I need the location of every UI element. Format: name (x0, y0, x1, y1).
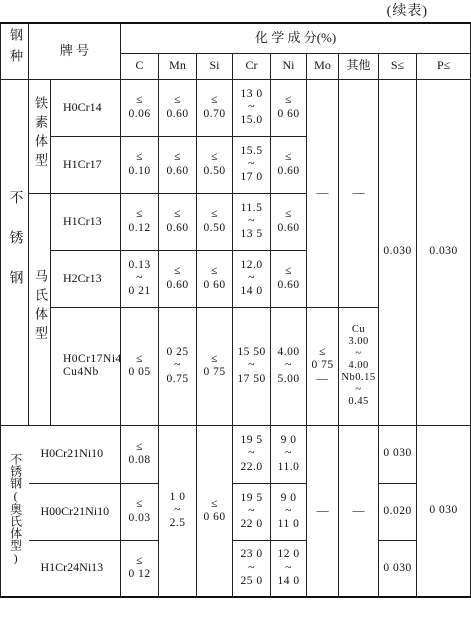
s-cell: 0.020 (379, 483, 417, 540)
ni-cell: ≤ 0 60 (271, 79, 307, 136)
c-cell: ≤ 0.06 (121, 79, 159, 136)
ni-cell: ≤ 0.60 (271, 136, 307, 193)
header-element-mo: Mo (307, 53, 339, 79)
header-element-si: Si (197, 53, 233, 79)
header-element-p: P≤ (417, 53, 471, 79)
header-element-cr: Cr (233, 53, 271, 79)
header-element-mn: Mn (159, 53, 197, 79)
c-cell: ≤ 0 05 (121, 307, 159, 425)
c-cell: ≤ 0.10 (121, 136, 159, 193)
c-cell: ≤ 0.03 (121, 483, 159, 540)
c-cell: ≤ 0.12 (121, 193, 159, 250)
c-cell: ≤ 0.08 (121, 425, 159, 483)
other-shared-cell: — (339, 79, 379, 307)
group-ferritic: 铁素体型 (29, 79, 51, 193)
si-cell: ≤ 0.50 (197, 136, 233, 193)
ni-cell: 9 0 ~ 11 0 (271, 483, 307, 540)
si-cell: ≤ 0.70 (197, 79, 233, 136)
mo-shared-cell: — (307, 79, 339, 307)
p-shared-cell: 0.030 (417, 79, 471, 425)
ni-cell: ≤ 0.60 (271, 250, 307, 307)
mn-cell: 0 25 ~ 0.75 (159, 307, 197, 425)
group-martensitic: 马氏体型 (29, 193, 51, 425)
header-element-ni: Ni (271, 53, 307, 79)
grade-cell: H1Cr13 (51, 193, 121, 250)
ni-cell: 9 0 ~ 11.0 (271, 425, 307, 483)
mn-cell: ≤ 0.60 (159, 79, 197, 136)
s-cell: 0 030 (379, 540, 417, 597)
grade-cell: H1Cr17 (51, 136, 121, 193)
ni-cell: ≤ 0.60 (271, 193, 307, 250)
grade-cell: H00Cr21Ni10 (29, 483, 121, 540)
cr-cell: 23 0 ~ 25 0 (233, 540, 271, 597)
group-stainless: 不锈钢 (1, 79, 29, 425)
grade-cell: H2Cr13 (51, 250, 121, 307)
other-austenitic-cell: — (339, 425, 379, 597)
composition-table (0, 22, 471, 598)
group-austenitic: 不锈钢(奥氏体型) (1, 425, 29, 597)
header-grade: 牌 号 (29, 23, 121, 79)
p-austenitic-cell: 0 030 (417, 425, 471, 597)
header-element-other: 其他 (339, 53, 379, 79)
mn-shared-cell: 1 0 ~ 2.5 (159, 425, 197, 597)
cr-cell: 11.5 ~ 13 5 (233, 193, 271, 250)
mn-cell: ≤ 0.60 (159, 250, 197, 307)
si-cell: ≤ 0 75 (197, 307, 233, 425)
c-cell: 0.13 ~ 0 21 (121, 250, 159, 307)
header-steel-type: 钢种 (1, 23, 29, 79)
header-element-s: S≤ (379, 53, 417, 79)
grade-cell: H1Cr24Ni13 (29, 540, 121, 597)
mo-cell: ≤ 0 75 — (307, 307, 339, 425)
cr-cell: 15.5 ~ 17 0 (233, 136, 271, 193)
other-cell: Cu 3.00 ~ 4.00 Nb0.15 ~ 0.45 (339, 307, 379, 425)
ni-cell: 4.00 ~ 5.00 (271, 307, 307, 425)
continued-label: (续表) (386, 4, 428, 19)
si-shared-cell: ≤ 0 60 (197, 425, 233, 597)
mn-cell: ≤ 0.60 (159, 136, 197, 193)
ni-cell: 12 0 ~ 14 0 (271, 540, 307, 597)
cr-cell: 13 0 ~ 15.0 (233, 79, 271, 136)
mn-cell: ≤ 0.60 (159, 193, 197, 250)
header-composition: 化 学 成 分(%) (121, 23, 471, 53)
c-cell: ≤ 0 12 (121, 540, 159, 597)
cr-cell: 12.0 ~ 14 0 (233, 250, 271, 307)
s-cell: 0 030 (379, 425, 417, 483)
cr-cell: 19 5 ~ 22.0 (233, 425, 271, 483)
mo-austenitic-cell: — (307, 425, 339, 597)
si-cell: ≤ 0.50 (197, 193, 233, 250)
cr-cell: 19 5 ~ 22 0 (233, 483, 271, 540)
grade-cell: H0Cr21Ni10 (29, 425, 121, 483)
header-element-c: C (121, 53, 159, 79)
s-shared-cell: 0.030 (379, 79, 417, 425)
grade-cell: H0Cr17Ni4 Cu4Nb (51, 307, 121, 425)
grade-cell: H0Cr14 (51, 79, 121, 136)
cr-cell: 15 50 ~ 17 50 (233, 307, 271, 425)
si-cell: ≤ 0 60 (197, 250, 233, 307)
